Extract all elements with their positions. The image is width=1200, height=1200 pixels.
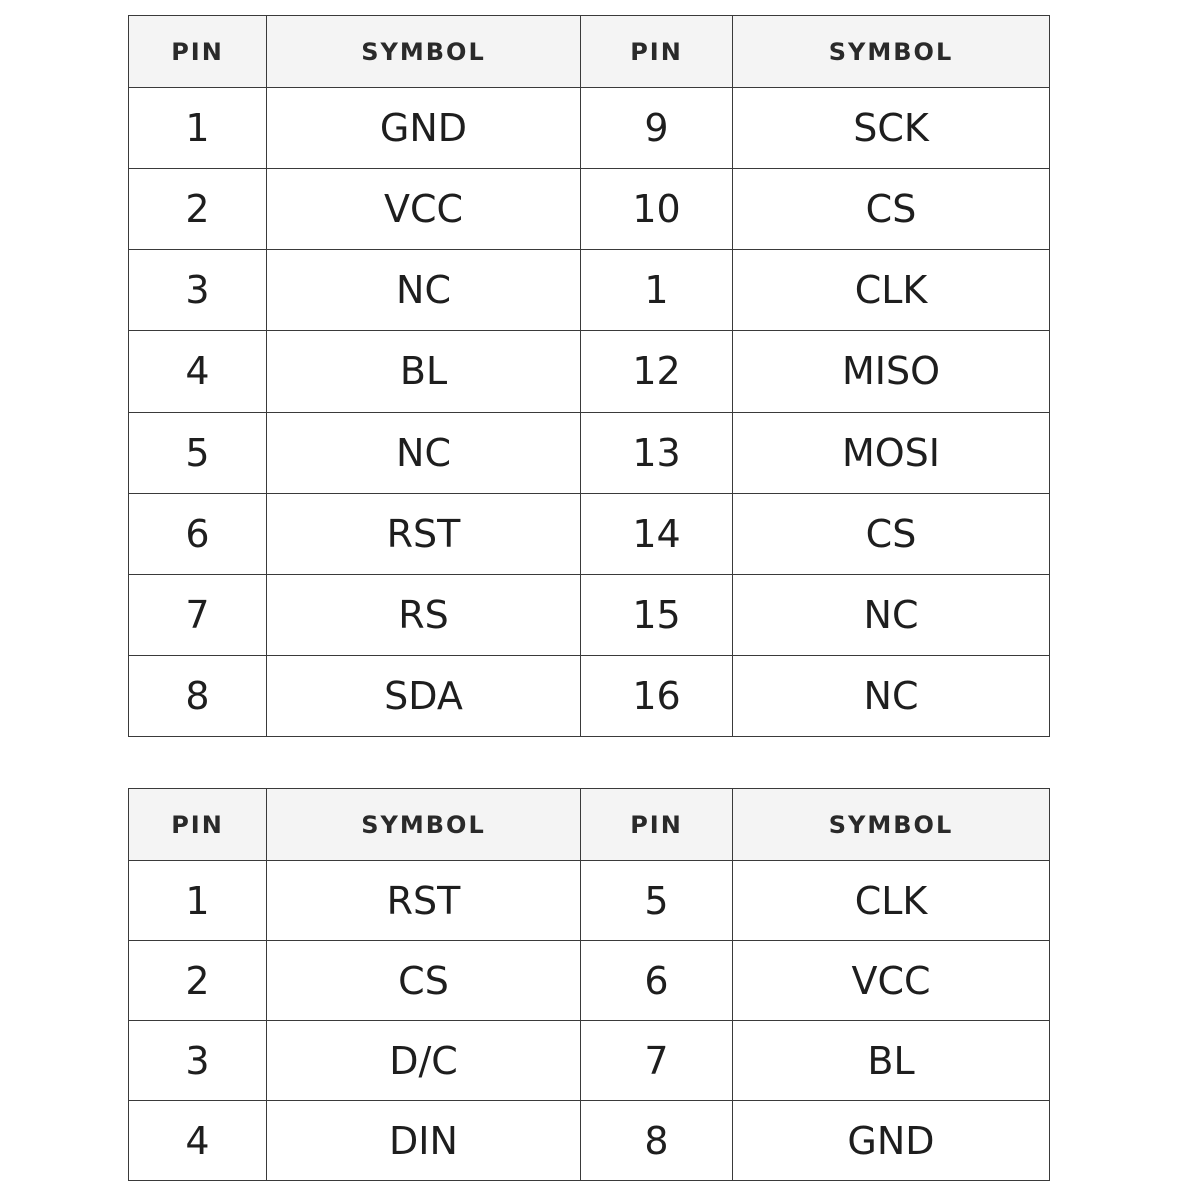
symbol-cell: GND xyxy=(733,1101,1050,1181)
pin-cell: 3 xyxy=(129,250,267,331)
symbol-cell: VCC xyxy=(733,941,1050,1021)
symbol-cell: RS xyxy=(267,574,581,655)
header-symbol: SYMBOL xyxy=(733,16,1050,88)
pin-cell: 5 xyxy=(129,412,267,493)
pin-cell: 12 xyxy=(581,331,733,412)
table-row xyxy=(129,1021,1050,1101)
symbol-cell: NC xyxy=(267,250,581,331)
header-pin: PIN xyxy=(129,789,267,861)
pin-cell: 15 xyxy=(581,574,733,655)
symbol-cell: CS xyxy=(267,941,581,1021)
table-row xyxy=(129,331,1050,412)
table-row xyxy=(129,250,1050,331)
table-row xyxy=(129,88,1050,169)
table-row xyxy=(129,493,1050,574)
header-pin: PIN xyxy=(581,789,733,861)
symbol-cell: GND xyxy=(267,88,581,169)
symbol-cell: DIN xyxy=(267,1101,581,1181)
pin-cell: 4 xyxy=(129,331,267,412)
symbol-cell: CS xyxy=(733,493,1050,574)
symbol-cell: CS xyxy=(733,169,1050,250)
symbol-cell: NC xyxy=(267,412,581,493)
pin-cell: 7 xyxy=(581,1021,733,1101)
pin-cell: 1 xyxy=(581,250,733,331)
pin-cell: 9 xyxy=(581,88,733,169)
header-symbol: SYMBOL xyxy=(733,789,1050,861)
table-header-row xyxy=(129,16,1050,88)
symbol-cell: MOSI xyxy=(733,412,1050,493)
pin-table-1 xyxy=(128,15,1050,737)
pin-cell: 16 xyxy=(581,655,733,736)
table-row xyxy=(129,169,1050,250)
header-symbol: SYMBOL xyxy=(267,16,581,88)
symbol-cell: NC xyxy=(733,574,1050,655)
table-row xyxy=(129,412,1050,493)
pin-cell: 3 xyxy=(129,1021,267,1101)
pin-cell: 8 xyxy=(129,655,267,736)
symbol-cell: RST xyxy=(267,493,581,574)
pin-cell: 8 xyxy=(581,1101,733,1181)
symbol-cell: VCC xyxy=(267,169,581,250)
header-pin: PIN xyxy=(581,16,733,88)
pin-cell: 13 xyxy=(581,412,733,493)
pin-cell: 7 xyxy=(129,574,267,655)
symbol-cell: SCK xyxy=(733,88,1050,169)
table-row xyxy=(129,941,1050,1021)
symbol-cell: SDA xyxy=(267,655,581,736)
symbol-cell: CLK xyxy=(733,861,1050,941)
symbol-cell: CLK xyxy=(733,250,1050,331)
pin-cell: 2 xyxy=(129,169,267,250)
pin-cell: 5 xyxy=(581,861,733,941)
table-header-row xyxy=(129,789,1050,861)
pin-cell: 6 xyxy=(129,493,267,574)
table-row xyxy=(129,655,1050,736)
symbol-cell: NC xyxy=(733,655,1050,736)
pin-cell: 6 xyxy=(581,941,733,1021)
pin-cell: 14 xyxy=(581,493,733,574)
symbol-cell: RST xyxy=(267,861,581,941)
pin-cell: 10 xyxy=(581,169,733,250)
pin-cell: 2 xyxy=(129,941,267,1021)
table-row xyxy=(129,1101,1050,1181)
table-row xyxy=(129,574,1050,655)
pin-cell: 4 xyxy=(129,1101,267,1181)
pin-cell: 1 xyxy=(129,88,267,169)
pin-cell: 1 xyxy=(129,861,267,941)
symbol-cell: D/C xyxy=(267,1021,581,1101)
symbol-cell: MISO xyxy=(733,331,1050,412)
symbol-cell: BL xyxy=(267,331,581,412)
pin-table-2 xyxy=(128,788,1050,1181)
header-symbol: SYMBOL xyxy=(267,789,581,861)
symbol-cell: BL xyxy=(733,1021,1050,1101)
header-pin: PIN xyxy=(129,16,267,88)
table-row xyxy=(129,861,1050,941)
